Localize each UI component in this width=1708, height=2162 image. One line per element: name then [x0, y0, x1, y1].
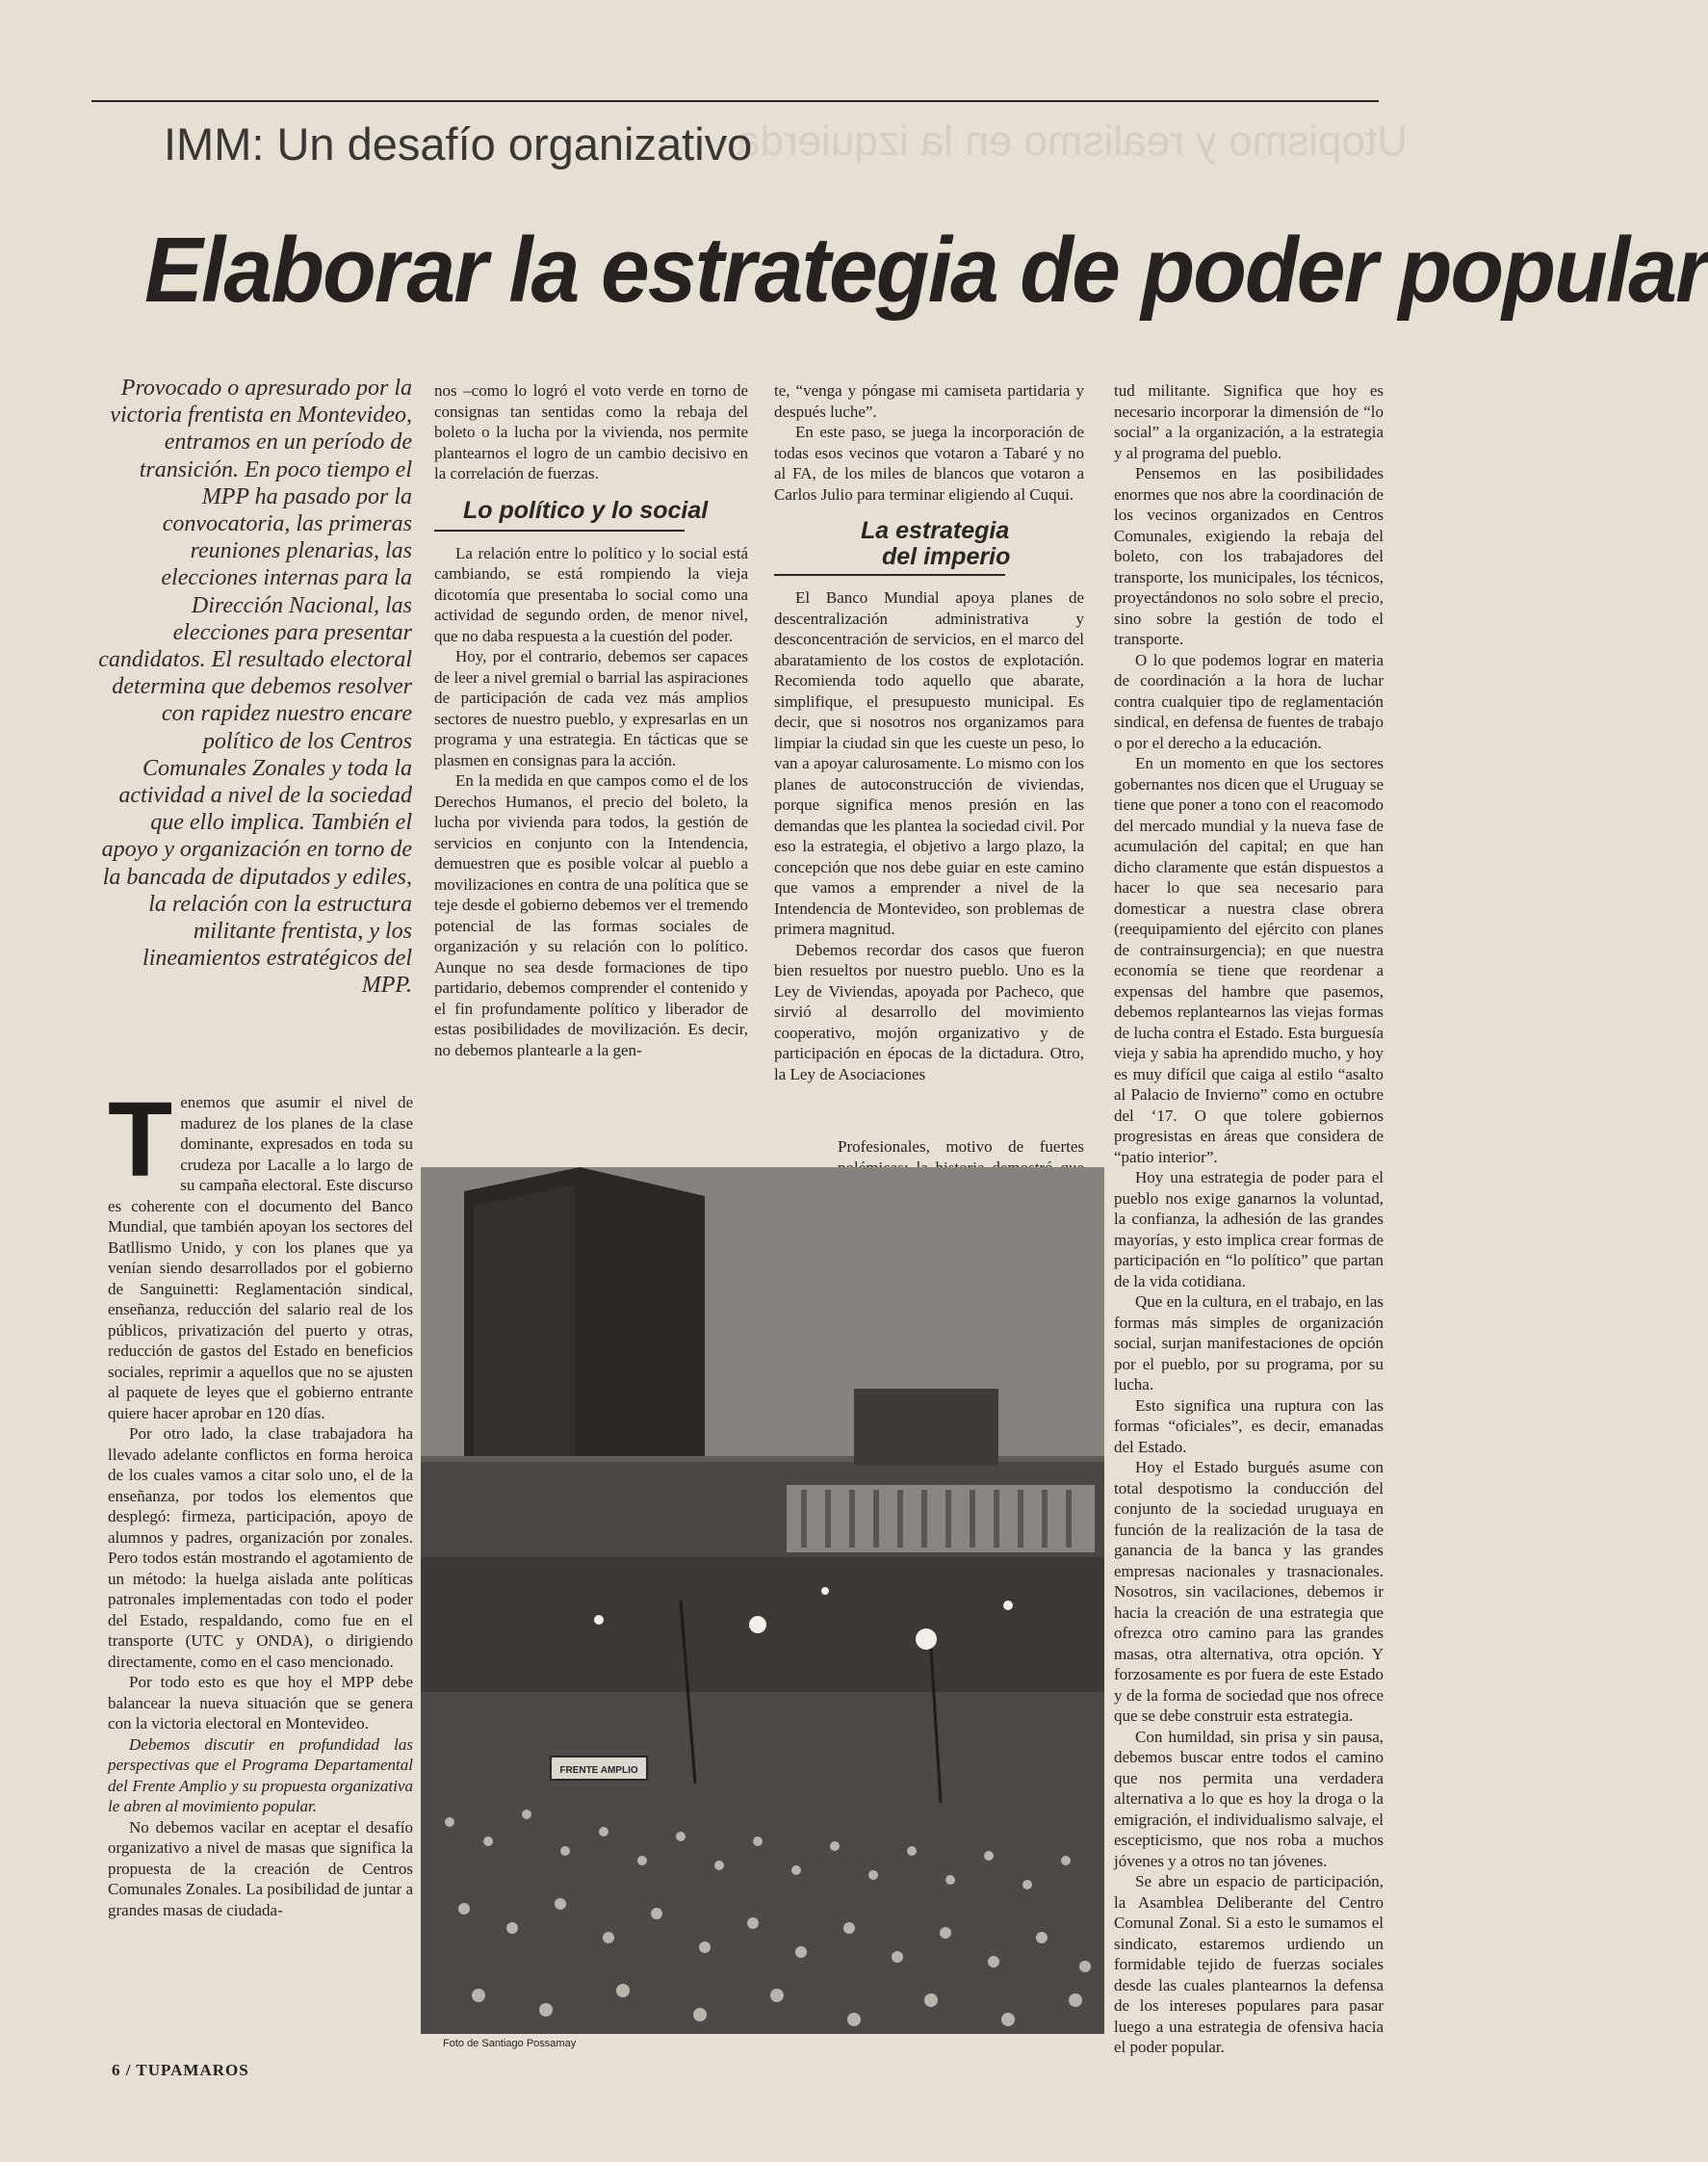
paragraph: Hoy, por el contrario, debemos ser capaces de leer a nivel gremial o barrial las aspiraciones de participación de cada vez más amplios sectores de nuestro pueblo, y expresarlas en un programa y una estrategia. En tácticas que se plasmen en consignas para la acción.: [434, 647, 748, 769]
column-2: [434, 380, 748, 1060]
paragraph: Con humildad, sin prisa y sin pausa, debemos buscar entre todos el camino que nos permita una verdadera alternativa a lo que es hoy la droga o la emigración, el individualismo salvaje, el escepticismo, que nos roba a muchos jóvenes y a otros no tan jóvenes.: [1114, 1727, 1384, 1870]
page-footer: 6 / TUPAMAROS: [112, 2061, 249, 2079]
paragraph: Esto significa una ruptura con las formas “oficiales”, es decir, emanadas del Estado.: [1114, 1395, 1384, 1456]
subhead-estrategia-imperio: La estrategia del imperio: [861, 517, 1011, 570]
paragraph: te, “venga y póngase mi camiseta partidaria y después luche”.: [774, 381, 1084, 421]
paragraph: O lo que podemos lograr en materia de coordinación a la hora de luchar contra cualquier tipo de reglamentación sindical, en defensa de fuentes de trabajo o por el derecho a la educación.: [1114, 650, 1384, 752]
paragraph: Por todo esto es que hoy el MPP debe balancear la nueva situación que se genera con la victoria electoral en Montevideo.: [108, 1673, 413, 1732]
column-1: [108, 1081, 413, 1920]
paragraph: Profesionales, motivo de fuertes: [838, 1137, 1084, 1156]
paragraph: Hoy el Estado burgués asume con total despotismo la conducción del conjunto de la sociedad uruguaya en función de la realización de la tasa de ganancia de la banca y las grandes empresas nacionales y trasnacionales. Nosotros, sin vacilaciones, debemos ir hacia la creación de una estrategia que ofrezca otro camino para las grandes masas, otra alternativa, otra opción. Y forzosamente es por fuera de este Estado y de la forma de sociedad que nos ofrece que se debe construir esta estrategia.: [1114, 1458, 1384, 1725]
headline: Elaborar la estrategia de poder popular: [144, 219, 1708, 322]
paragraph: tud militante. Significa que hoy es necesario incorporar la dimensión de “lo social” a la organización, a la estrategia y al programa del pueblo.: [1114, 381, 1384, 462]
photo-credit: Foto de Santiago Possamay: [443, 2038, 577, 2049]
subhead-rule: [434, 530, 685, 532]
paragraph: nos –como lo logró el voto verde en torno de consignas tan sentidas como la rebaja del boleto o la lucha por la vivienda, nos permite plantearnos el logro de un cambio decisivo en la correlación de fuerzas.: [434, 381, 748, 482]
paragraph: Por otro lado, la clase trabajadora ha llevado adelante conflictos en forma heroica de los cuales vamos a citar solo uno, el de la enseñanza, por todos los elementos que desplegó: firmeza, participación, apoyo de alumnos y padres, organización por zonales. Pero todos están mostrando el agotamiento de un método: la huelga aislada ante políticas patronales implementadas con todo el poder del Estado, respaldando, como fue en el transporte (UTC y ONDA), o dirigiendo directamente, como en el caso mencionado.: [108, 1424, 413, 1671]
paragraph: En un momento en que los sectores gobernantes nos dicen que el Uruguay se tiene que poner a tono con el reacomodo del mercado mundial y la nueva fase de acumulación del capital; en que han dicho claramente que están dispuestos a hacer lo que sea necesario para domesticar a nuestra clase obrera (reequipamiento del ejército con planes de contrainsurgencia); en que nuestra economía se tiene que reordenar a expensas del hambre que pasemos, debemos replantearnos las viejas formas de lucha contra el Estado. Esta burguesía vieja y sabia ha aprendido mucho, y hoy es muy difícil que caiga al estilo “asalto al Palacio de Invierno” como en octubre del ‘17. O que tolere gobiernos progresistas en áreas que considera de “patio interior”.: [1114, 754, 1384, 1166]
bleed-through-text: Utopismo y realismo en la izquierda: [737, 117, 1408, 165]
paragraph: La relación entre lo político y lo social está cambiando, se está rompiendo la vieja dicotomía que presentaba lo social como una actividad de segundo orden, de menor nivel, que no daba respuesta a la cuestión del poder.: [434, 543, 748, 645]
rally-photo-illustration: [421, 1167, 1104, 2034]
rally-photo: [421, 1167, 1104, 2034]
paragraph-italic: Debemos discutir en profundidad las perspectivas que el Programa Departamental del Frente Amplio y su propuesta organizativa le abren al movimiento popular.: [108, 1734, 413, 1815]
paragraph: Tenemos que asumir el nivel de madurez de los planes de la clase dominante, expresados en toda su crudeza por Lacalle a lo largo de su campaña electoral. Este discurso es coherente con el documento del Banco Mundial, que también apoyan los sectores del Batllismo Unido, y con los planes que ya venían siendo desarrollados por el gobierno de Sanguinetti: Reglamentación sindical, enseñanza, reducción del salario real de los públicos, privatización del puerto y otras, reducción de gastos del Estado en beneficios sociales, reprimir a aquellos que no se ajusten al paquete de leyes que el gobierno entrante quiere hacer aprobar en 120 días.: [108, 1081, 413, 1422]
section-kicker: IMM: Un desafío organizativo: [164, 118, 753, 169]
paragraph: No debemos vacilar en aceptar el desafío organizativo a nivel de masas que significa la propuesta de la creación de Centros Comunales Zonales. La posibilidad de juntar a grandes masas de ciudada-: [108, 1817, 413, 1919]
photo-banner-text: FRENTE AMPLIO: [559, 1765, 638, 1776]
paragraph: Debemos recordar dos casos que fueron bien resueltos por nuestro pueblo. Uno es la Ley de Viviendas, apoyada por Pacheco, que sirvió al desarrollo del movimiento cooperativo, mojón organizativo y de participación en épocas de la dictadura. Otro, la Ley de Asociaciones: [774, 940, 1084, 1083]
lead-paragraph: Provocado o apresurado por la victoria frentista en Montevideo, entramos en un período de transición. En poco tiempo el MPP ha pasado por la convocatoria, las primeras reuniones plenarias, las elecciones internas para la Dirección Nacional, las elecciones para presentar candidatos. El resultado electoral determina que debemos resolver con rapidez nuestro encare político de los Centros Comunales Zonales y toda la actividad a nivel de la sociedad que ello implica. También el apoyo y organización en torno de la bancada de diputados y ediles, la relación con la estructura militante frentista, y los lineamientos estratégicos del MPP.: [98, 376, 412, 999]
column-3: [774, 380, 1084, 1084]
paragraph: Que en la cultura, en el trabajo, en las formas más simples de organización social, surjan manifestaciones de opción por el pueblo, por su programa, por su lucha.: [1114, 1292, 1384, 1394]
subhead-rule: [774, 574, 1005, 576]
top-rule: [91, 100, 1379, 102]
subhead-lo-politico: Lo político y lo social: [463, 496, 709, 524]
paragraph: Se abre un espacio de participación, la Asamblea Deliberante del Centro Comunal Zonal. Si a esto le sumamos el sindicato, estaremos urdiendo un formidable tejido de fuerzas sociales desde las cuales plantearnos la defensa de los intereses populares para pasar luego a una estrategia de ofensiva hacia el poder popular.: [1114, 1872, 1384, 2056]
paragraph: En este paso, se juega la incorporación de todas esos vecinos que votaron a Tabaré y no al FA, de los miles de blancos que votaron a Carlos Julio para terminar eligiendo al Cuqui.: [774, 423, 1084, 504]
dropcap: T: [108, 1081, 173, 1199]
column-4: [1114, 380, 1384, 2058]
paragraph: En la medida en que campos como el de los Derechos Humanos, el precio del boleto, la lucha por vivienda para todos, la gestión de servicios en conjunto con la Intendencia, demuestren que es posible volcar al pueblo a movilizaciones en contra de una política que se teje desde el gobierno debemos ver el tremendo potencial de las formas sociales de organización y su relación con lo político. Aunque no sea desde formaciones de tipo partidario, debemos comprender el contenido y el fin profundamente político y liberador de estas posibilidades de movilización. Es decir, no debemos plantearle a la gen-: [434, 771, 748, 1059]
paragraph: Pensemos en las posibilidades enormes que nos abre la coordinación de los vecinos organizados en Centros Comunales, exigiendo la rebaja del boleto, con los trabajadores del transporte, los municipales, los técnicos, proyectándonos no solo sobre el precio, sino sobre la gestión de todo el transporte.: [1114, 464, 1384, 648]
paragraph: El Banco Mundial apoya planes de descentralización administrativa y desconcentración de servicios, en el marco del abaratamiento de los costos de explotación. Recomienda todo aquello que abarate, simplifique, el presupuesto municipal. Es decir, que si nosotros nos organizamos para limpiar la ciudad sin que les cueste un peso, lo van a apoyar calurosamente. Lo mismo con los planes de autoconstrucción de viviendas, porque significa menos presión en las demandas que les plantea la sociedad civil. Por eso la estrategia, el objetivo a largo plazo, la concepción que nos debe guiar en este camino que vamos a emprender a nivel de la Intendencia de Montevideo, son problemas de primera magnitud.: [774, 588, 1084, 938]
paragraph: Hoy una estrategia de poder para el pueblo nos exige ganarnos la voluntad, la confianza, la adhesión de las grandes mayorías, y esto implica crear formas de participación en “lo político” que partan de la vida cotidiana.: [1114, 1168, 1384, 1290]
